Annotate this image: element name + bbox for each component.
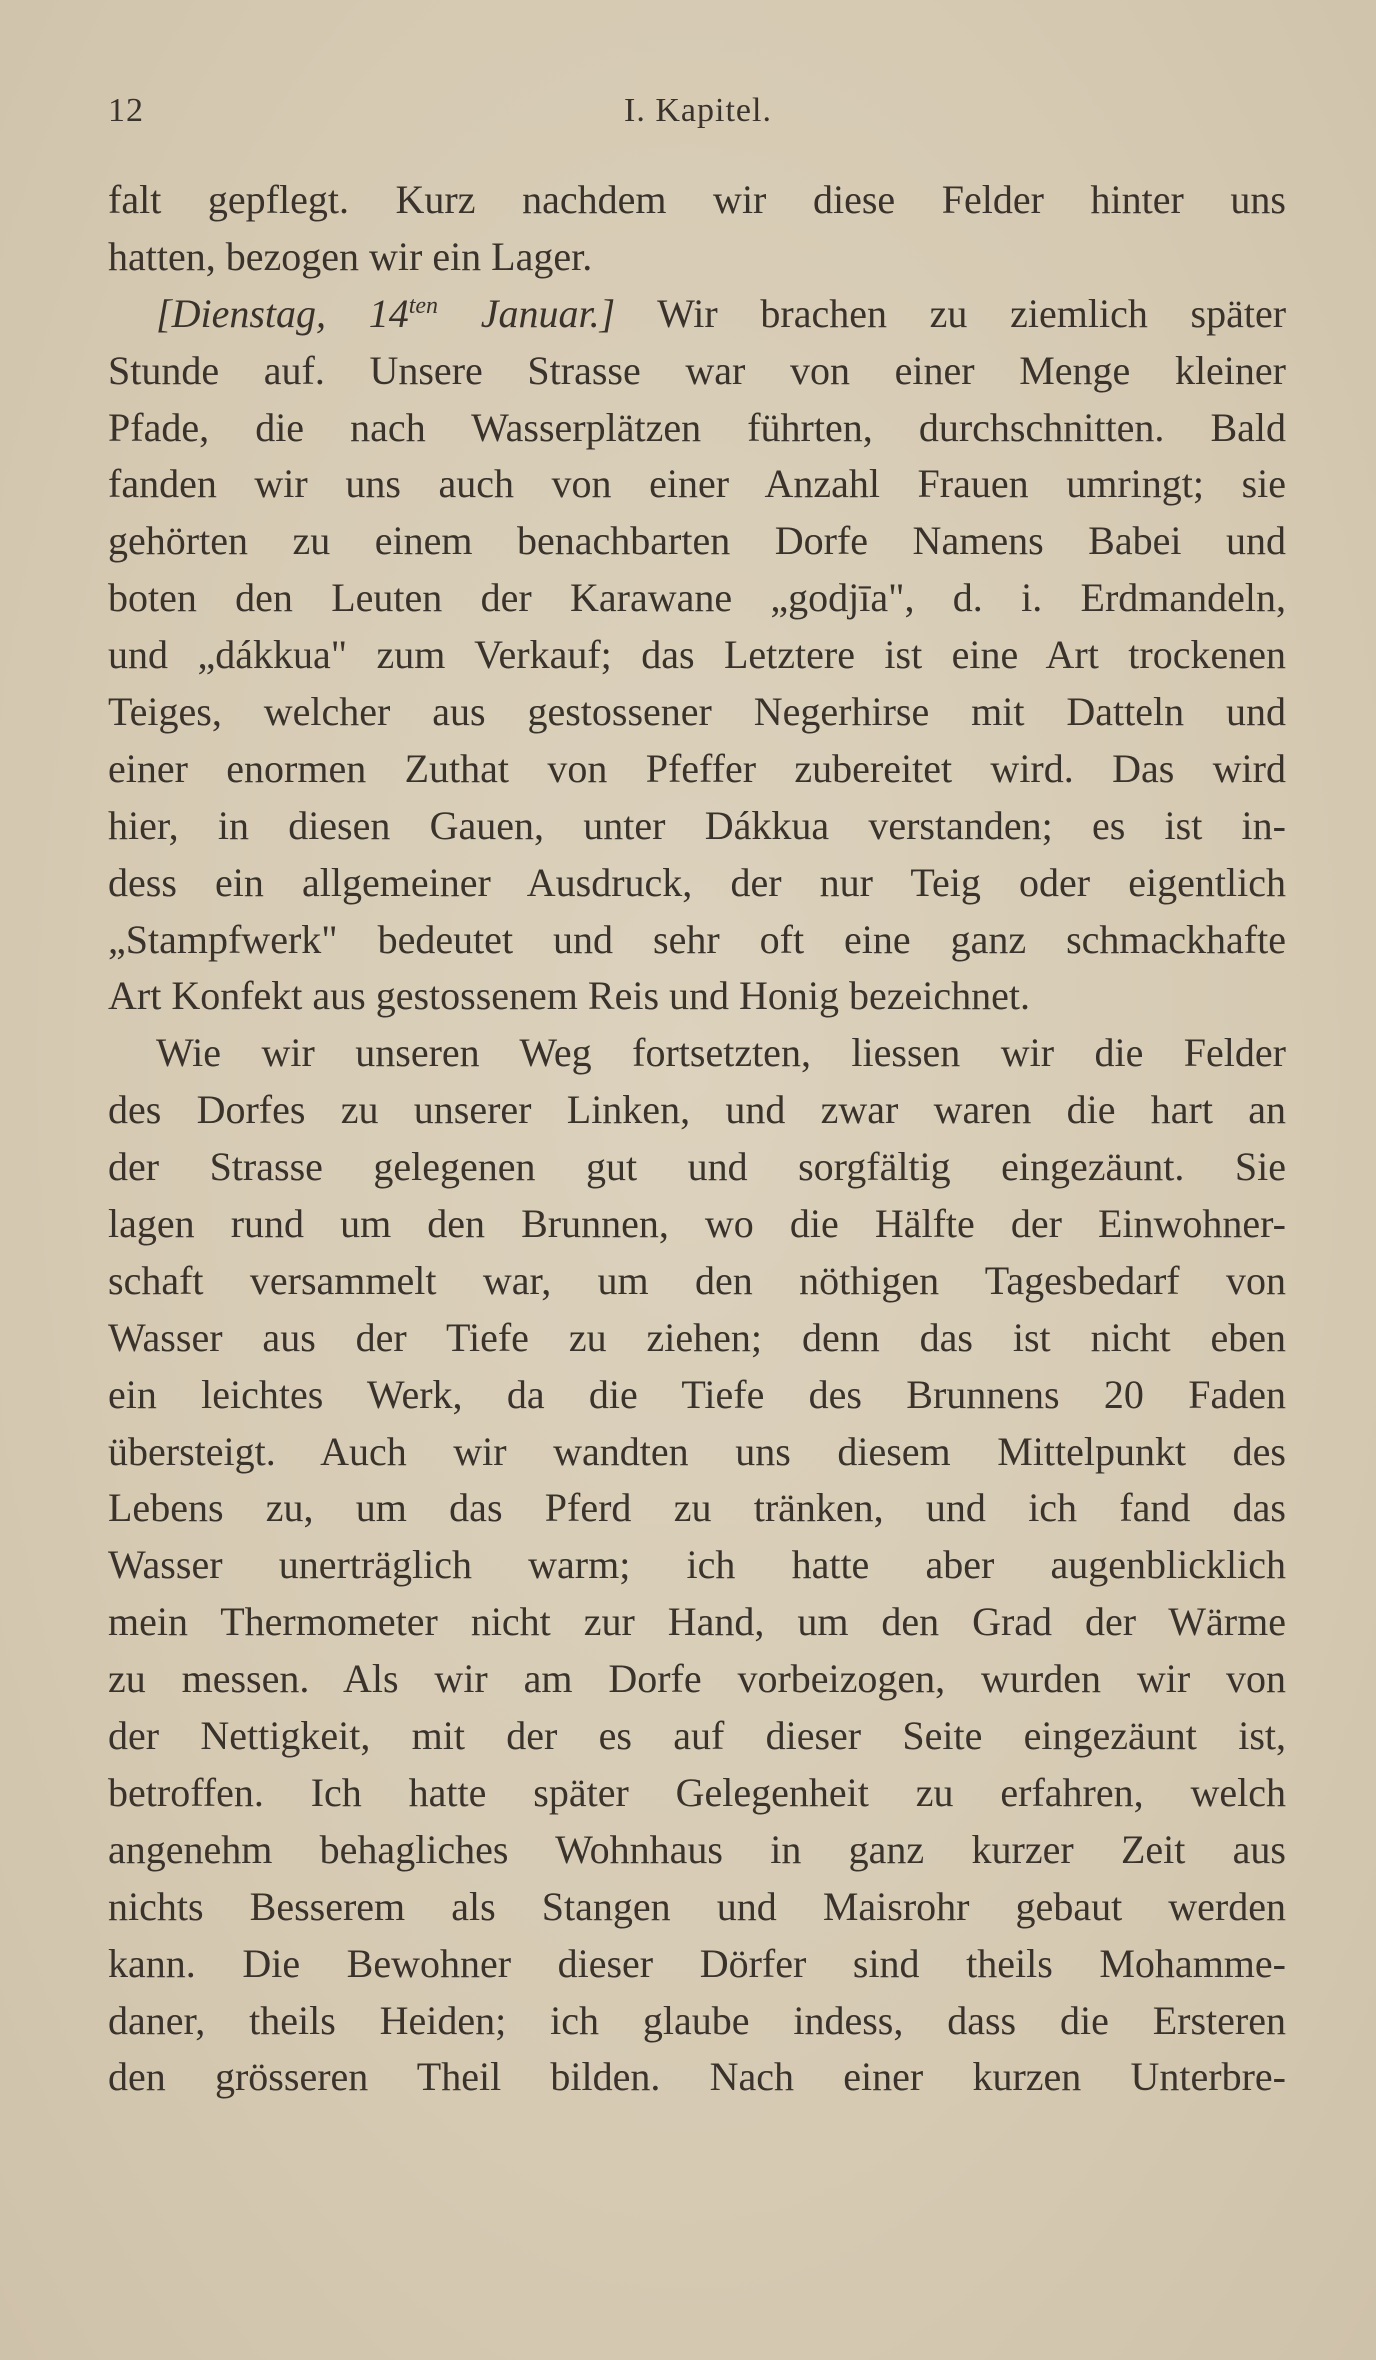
text-line: angenehm behagliches Wohnhaus in ganz kurzer Zeit aus: [108, 1826, 1286, 1872]
text-line: Wasser aus der Tiefe zu ziehen; denn das ist nicht eben: [108, 1314, 1286, 1360]
text-line: daner, theils Heiden; ich glaube indess, dass die Ersteren: [108, 1997, 1286, 2043]
text-line: der Nettigkeit, mit der es auf dieser Seite eingezäunt ist,: [108, 1713, 1286, 1759]
text-line: hier, in diesen Gauen, unter Dákkua verstanden; es ist in-: [108, 802, 1286, 848]
text-line: einer enormen Zuthat von Pfeffer zubereitet wird. Das wird: [108, 745, 1286, 791]
text-line: nichts Besserem als Stangen und Maisrohr gebaut werden: [108, 1883, 1286, 1929]
text-line: und „dákkua" zum Verkauf; das Letztere ist eine Art trockenen: [108, 632, 1286, 678]
text-line: mein Thermometer nicht zur Hand, um den Grad der Wärme: [108, 1599, 1286, 1645]
date-month: Januar.: [480, 290, 600, 336]
text-line: übersteigt. Auch wir wandten uns diesem Mittelpunkt des: [108, 1428, 1286, 1474]
body-text: [108, 172, 1286, 2106]
date-day: 14: [368, 290, 409, 336]
text-line: schaft versammelt war, um den nöthigen Tagesbedarf von: [108, 1257, 1286, 1303]
running-head: I. Kapitel.: [624, 92, 772, 129]
text-line: „Stampfwerk" bedeutet und sehr oft eine ganz schmackhafte: [108, 916, 1286, 962]
text-line: lagen rund um den Brunnen, wo die Hälfte der Einwohner-: [108, 1201, 1286, 1247]
text-line: fanden wir uns auch von einer Anzahl Frauen umringt; sie: [108, 461, 1286, 507]
text-line: Wasser unerträglich warm; ich hatte aber augenblicklich: [108, 1542, 1286, 1588]
text-line-rest: Wir brachen zu ziemlich später: [657, 290, 1286, 336]
text-line: dess ein allgemeiner Ausdruck, der nur Teig oder eigentlich: [108, 859, 1286, 905]
text-line: der Strasse gelegenen gut und sorgfältig eingezäunt. Sie: [108, 1144, 1286, 1190]
text-line: zu messen. Als wir am Dorfe vorbeizogen, wurden wir von: [108, 1656, 1286, 1702]
text-line: Art Konfekt aus gestossenem Reis und Honig bezeichnet.: [108, 973, 1031, 1019]
text-line: gehörten zu einem benachbarten Dorfe Namens Babei und: [108, 518, 1286, 564]
date-day-suffix: ten: [408, 292, 439, 319]
text-line: betroffen. Ich hatte später Gelegenheit zu erfahren, welch: [108, 1769, 1286, 1815]
text-line: ein leichtes Werk, da die Tiefe des Brunnens 20 Faden: [108, 1371, 1286, 1417]
text-line: Lebens zu, um das Pferd zu tränken, und ich fand das: [108, 1485, 1286, 1531]
text-line: den grösseren Theil bilden. Nach einer kurzen Unterbre-: [108, 2054, 1286, 2100]
date-entry: [Dienstag, $14^{ten}$ Januar.]: [156, 290, 616, 336]
text-line: hatten, bezogen wir ein Lager.: [108, 233, 593, 279]
text-line-with-date: [108, 286, 1286, 343]
text-line: des Dorfes zu unserer Linken, und zwar waren die hart an: [108, 1087, 1286, 1133]
text-line: Teiges, welcher aus gestossener Negerhirse mit Datteln und: [108, 689, 1286, 735]
text-line: Stunde auf. Unsere Strasse war von einer Menge kleiner: [108, 347, 1286, 393]
date-weekday: Dienstag,: [171, 290, 327, 336]
text-line: Pfade, die nach Wasserplätzen führten, durchschnitten. Bald: [108, 404, 1286, 450]
page-number: 12: [108, 92, 144, 129]
text-line: Wie wir unseren Weg fortsetzten, liessen wir die Felder: [156, 1030, 1286, 1076]
text-line: boten den Leuten der Karawane „godjīa", d. i. Erdmandeln,: [108, 575, 1286, 621]
text-line: falt gepflegt. Kurz nachdem wir diese Felder hinter uns: [108, 177, 1286, 222]
page-header: [108, 92, 1288, 142]
text-line: kann. Die Bewohner dieser Dörfer sind theils Mohamme-: [108, 1940, 1286, 1986]
